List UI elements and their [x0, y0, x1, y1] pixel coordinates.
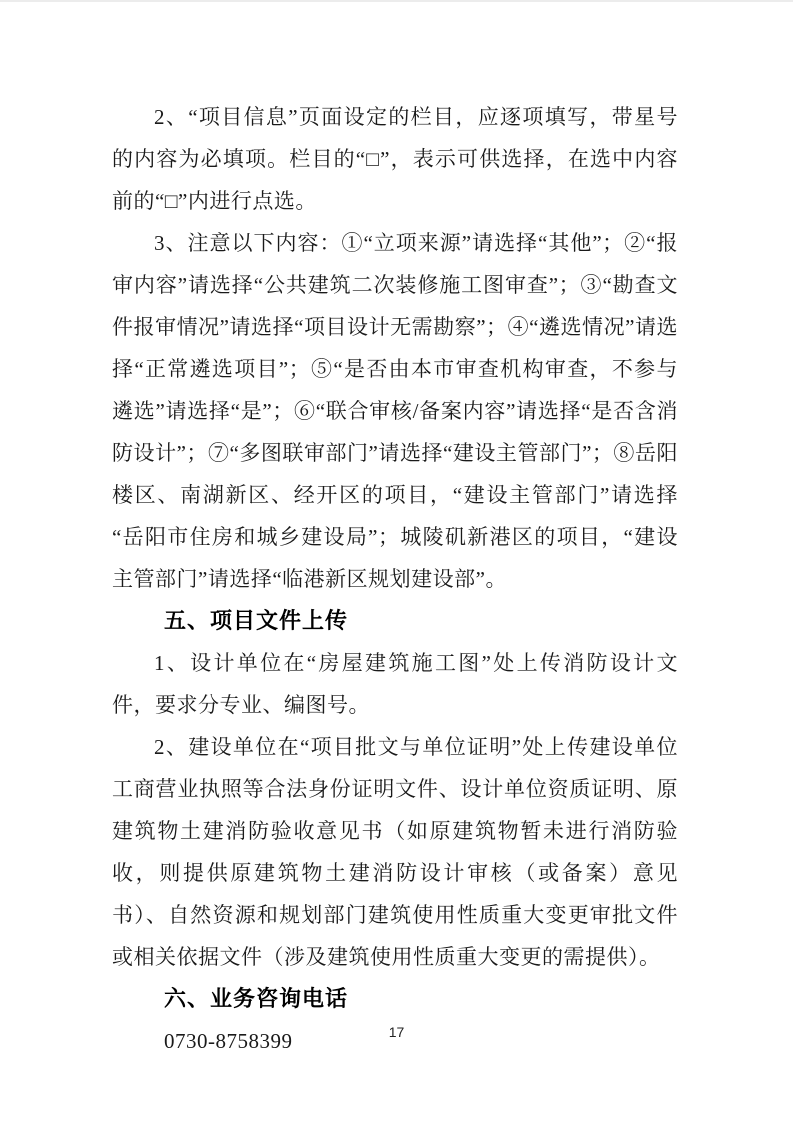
- consult-phone-number: 0730-8758399: [164, 1029, 293, 1053]
- paragraph-project-info-columns: 2、“项目信息”页面设定的栏目，应逐项填写，带星号的内容为必填项。栏目的“□”，表示可供选择，在选中内容前的“□”内进行点选。: [112, 105, 678, 213]
- paragraph-construction-unit-upload: 2、建设单位在“项目批文与单位证明”处上传建设单位工商营业执照等合法身份证明文件、设计单位资质证明、原建筑物土建消防验收意见书（如原建筑物暂未进行消防验收，则提供原建筑物土建消防设计审核（或备案）意见书）、自然资源和规划部门建筑使用性质重大变更审批文件或相关依据文件（涉及建筑使用性质重大变更的需提供）。: [112, 735, 678, 969]
- section-heading-file-upload: 五、项目文件上传: [164, 608, 349, 633]
- paragraph-design-unit-upload: 1、设计单位在“房屋建筑施工图”处上传消防设计文件，要求分专业、编图号。: [112, 651, 678, 717]
- paragraph-attention-items: 3、注意以下内容：①“立项来源”请选择“其他”；②“报审内容”请选择“公共建筑二次装修施工图审查”；③“勘查文件报审情况”请选择“项目设计无需勘察”；④“遴选情况”请选择“正常遴选项目”；⑤“是否由本市审查机构审查，不参与遴选”请选择“是”；⑥“联合审核/备案内容”请选择“是否含消防设计”；⑦“多图联审部门”请选择“建设主管部门”；⑧岳阳楼区、南湖新区、经开区的项目，“建设主管部门”请选择“岳阳市住房和城乡建设局”；城陵矶新港区的项目，“建设主管部门”请选择“临港新区规划建设部”。: [112, 231, 678, 591]
- page-number: 17: [388, 1024, 405, 1040]
- section-heading-consult-phone: 六、业务咨询电话: [164, 986, 349, 1011]
- document-body: [112, 96, 678, 1062]
